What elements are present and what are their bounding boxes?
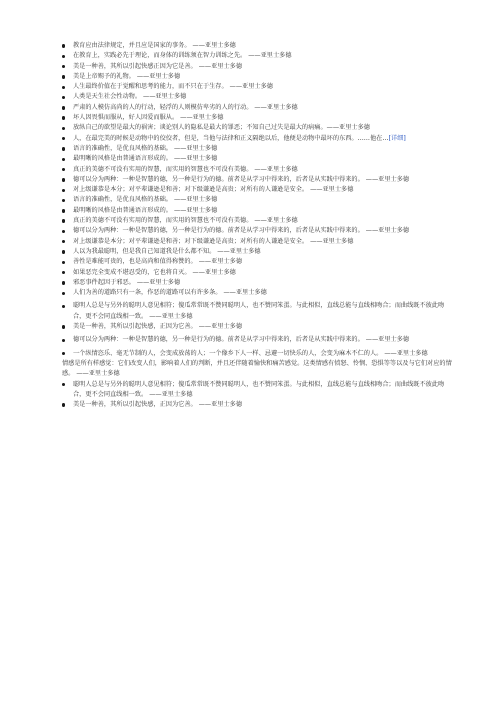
bullet-icon: [62, 325, 65, 328]
quote-entry: [62, 113, 452, 123]
quote-entry: [62, 175, 452, 185]
bullet-icon: [62, 147, 65, 150]
quote-entry: [62, 237, 452, 247]
bullet-icon: [62, 137, 65, 140]
quote-entry: [62, 82, 452, 92]
bullet-icon: [62, 209, 65, 212]
bullet-icon: [62, 199, 65, 202]
quote-text: 语言的准确性，是优良风格的基础。 ——亚里士多德: [73, 196, 218, 204]
bullet-icon: [62, 281, 65, 284]
quote-text: 聪明人总是与另外的聪明人意见相符；傻瓜常常既不赞同聪明人，也不赞同笨蛋。与此相似，直线总能与直线相吻合；而曲线既不彼此吻合，更不会同直线相一致。 ——亚里士多德: [73, 380, 445, 398]
quote-list: [62, 41, 452, 410]
quote-text: 坏人因畏惧而服从，好人因爱而服从。 ——亚里士多德: [73, 114, 224, 122]
quote-text: 善性是难能可贵的，也是高尚和值得称赞的。 ——亚里士多德: [73, 258, 243, 266]
bullet-icon: [62, 240, 65, 243]
quote-entry: [62, 216, 452, 226]
quote-entry: [62, 41, 452, 51]
quote-entry: [62, 359, 452, 380]
quote-entry: [62, 278, 452, 288]
bullet-icon: [62, 86, 65, 89]
quote-entry: [62, 247, 452, 257]
quote-entry: [62, 400, 452, 410]
quote-entry: [62, 123, 452, 133]
quote-entry: [62, 335, 452, 345]
quote-text: 语言的准确性，是优良风格的基础。 ——亚里士多德: [73, 144, 218, 152]
quote-text: 对上级谦恭是本分；对平辈谦逊是和善；对下级谦逊是高贵；对所有的人谦逊是安全。 ——亚里士多德: [73, 186, 354, 194]
quote-text: 在教育上，实践必先于理论，而身体的训练须在智力训练之先。 ——亚里士多德: [73, 52, 292, 60]
quote-text: 一个纵情恣乐、毫无节制的人，会变成放荡的人；一个像乡下人一样、忌避一切快乐的人，会变为麻木不仁的人。 ——亚里士多德: [73, 349, 428, 357]
bullet-icon: [62, 219, 65, 222]
quote-text: 人，在最完美的时候是动物中的佼佼者，但是，当他与法律和正义隔绝以后，他便是动物中最坏的东西。……他在…: [73, 134, 389, 142]
bullet-icon: [62, 158, 65, 161]
quote-entry: [62, 301, 452, 322]
quote-text: 真正的美德不可没有实用的智慧，而实用的智慧也不可没有美德。 ——亚里士多德: [73, 165, 298, 173]
quote-entry: [62, 144, 452, 154]
quote-text: 教育应由法律规定，并且应是国家的事务。 ——亚里士多德: [73, 42, 236, 49]
quote-entry: [62, 288, 452, 298]
bullet-icon: [62, 55, 65, 58]
quote-text: 情感是所有样感觉：它们改变人们，影响着人们的判断，并且还伴随着愉快和痛苦感觉。这类情感有愤怒、怜悯、恐惧等等以及与它们对应的情感。 ——亚里士多德: [62, 359, 452, 378]
quote-entry: [62, 206, 452, 216]
quote-text: 人们为善的道路只有一条，作恶的道路可以有许多条。 ——亚里士多德: [73, 289, 267, 297]
bullet-icon: [62, 339, 65, 342]
bullet-icon: [62, 189, 65, 192]
bullet-icon: [62, 403, 65, 406]
quote-text: 美是一种善，其所以引起快感，正因为它善。 ——亚里士多德: [73, 323, 243, 331]
bullet-icon: [62, 178, 65, 181]
quote-entry: [62, 154, 452, 164]
quote-entry: [62, 51, 452, 61]
quote-text: 最明晰的风格是由普通语言形成的。 ——亚里士多德: [73, 206, 218, 214]
quote-text: 邪恶事件起因于邪恶。 ——亚里士多德: [73, 278, 181, 286]
quote-entry: [62, 268, 452, 278]
quote-entry: [62, 134, 452, 144]
quote-text: 德可以分为两种：一种是智慧的德，另一种是行为的德。前者是从学习中得来的，后者是从实践中得来的。 ——亚里士多德: [73, 227, 410, 235]
quote-entry: [62, 257, 452, 267]
bullet-icon: [62, 65, 65, 68]
quote-text: 美是上帝赐予的礼物。 ——亚里士多德: [73, 72, 181, 80]
bullet-icon: [62, 261, 65, 264]
quote-entry: [62, 380, 452, 401]
quote-text: 德可以分为两种：一种是智慧的德，另一种是行为的德。前者是从学习中得来的，后者是从实践中得来的。 ——亚里士多德: [73, 336, 410, 344]
quote-text: 对上级谦恭是本分；对平辈谦逊是和善；对下级谦逊是高贵；对所有的人谦逊是安全。 ——亚里士多德: [73, 237, 354, 245]
quote-text: 人以为我最聪明，但是我自己知道我是什么都不知。 ——亚里士多德: [73, 247, 261, 255]
detail-link[interactable]: [详细]: [388, 134, 406, 142]
bullet-icon: [62, 305, 65, 308]
quote-text: 美是一种善，其所以引起快感，正因为它善。 ——亚里士多德: [73, 401, 243, 409]
bullet-icon: [62, 96, 65, 99]
bullet-icon: [62, 230, 65, 233]
bullet-icon: [62, 44, 65, 47]
quote-entry: [62, 349, 452, 359]
bullet-icon: [62, 383, 65, 386]
quote-entry: [62, 72, 452, 82]
quote-text: 真正的美德不可没有实用的智慧，而实用的智慧也不可没有美德。 ——亚里士多德: [73, 217, 298, 225]
bullet-icon: [62, 292, 65, 295]
quote-entry: [62, 103, 452, 113]
quote-text: 人生最终价值在于觉醒和思考的能力，而不只在于生存。 ——亚里士多德: [73, 83, 273, 91]
quote-text: 美是一种善，其所以引起快感正因为它是善。 ——亚里士多德: [73, 62, 243, 70]
bullet-icon: [62, 127, 65, 130]
bullet-icon: [62, 271, 65, 274]
quote-entry: [62, 322, 452, 332]
bullet-icon: [62, 106, 65, 109]
quote-entry: [62, 92, 452, 102]
quote-entry: [62, 165, 452, 175]
quote-text: 放纵自己的欲望是最大的祸害；谈论别人的隐私是最大的罪恶；不知自己过失是最大的病痛。——亚里士多德: [73, 124, 370, 132]
quote-entry: [62, 226, 452, 236]
quote-entry: [62, 195, 452, 205]
bullet-icon: [62, 168, 65, 171]
bullet-icon: [62, 352, 65, 355]
quote-text: 如果恶完全变成不堪忍受的，它也将自灭。 ——亚里士多德: [73, 268, 236, 276]
quote-text: 严肃的人模仿高尚的人的行动，轻浮的人则模仿卑劣的人的行动。 ——亚里士多德: [73, 103, 298, 111]
bullet-icon: [62, 116, 65, 119]
quote-text: 聪明人总是与另外的聪明人意见相符；傻瓜常常既不赞同聪明人，也不赞同笨蛋。与此相似，直线总能与直线相吻合；而曲线既不彼此吻合，更不会同直线相一致。 ——亚里士多德: [73, 302, 445, 320]
quote-entry: [62, 185, 452, 195]
bullet-icon: [62, 75, 65, 78]
quote-text: 人类是天生社会性动物。 ——亚里士多德: [73, 93, 187, 101]
quote-text: 最明晰的风格是由普通语言形成的。 ——亚里士多德: [73, 155, 218, 163]
quote-entry: [62, 62, 452, 72]
bullet-icon: [62, 250, 65, 253]
quote-text: 德可以分为两种：一种是智慧的德，另一种是行为的德。前者是从学习中得来的，后者是从实践中得来的。 ——亚里士多德: [73, 175, 410, 183]
